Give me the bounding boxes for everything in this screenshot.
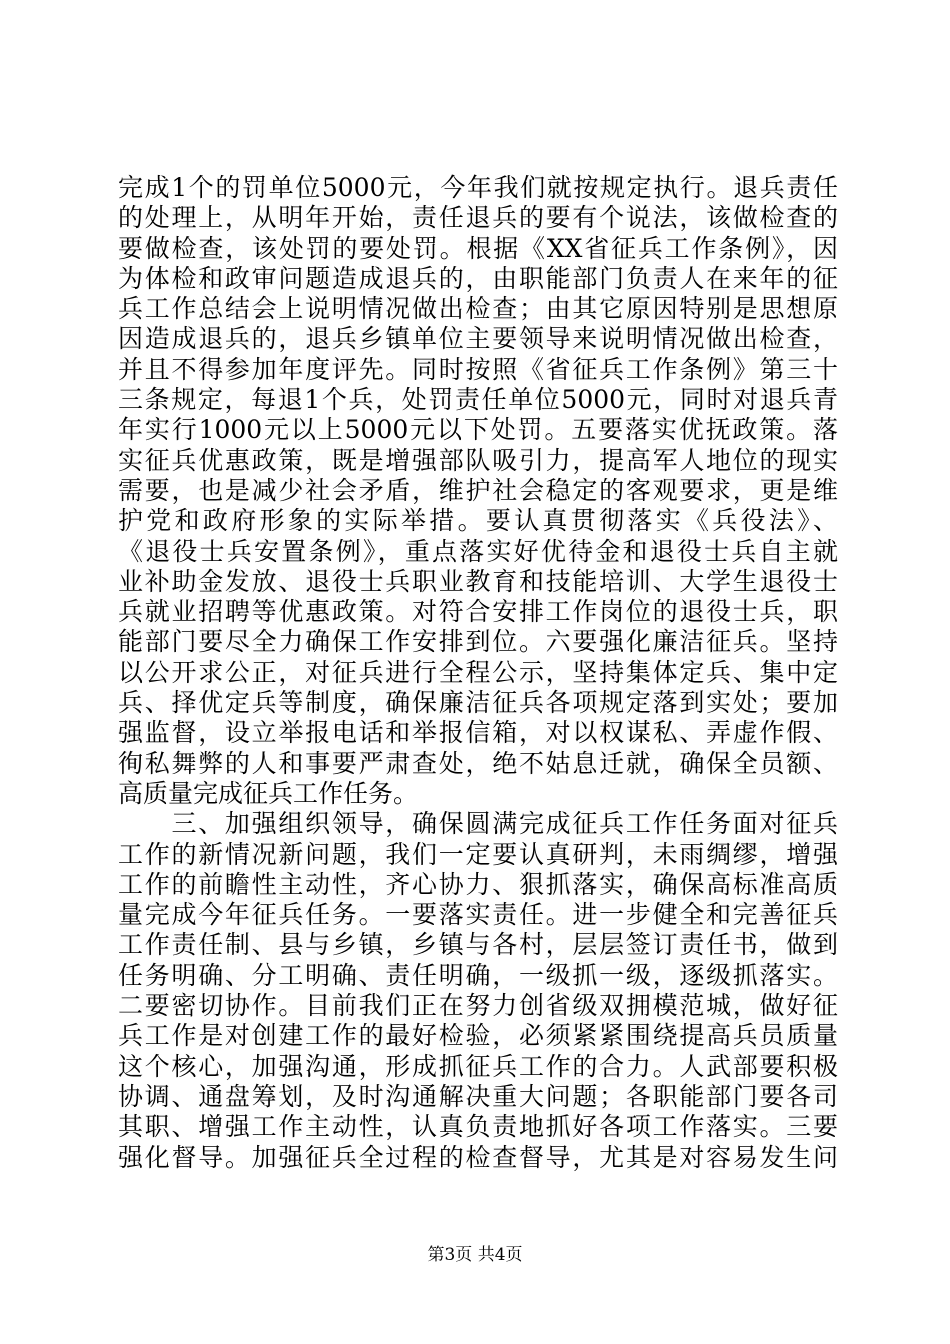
text-line: 这个核心，加强沟通，形成抓征兵工作的合力。人武部要积极 <box>118 1051 838 1081</box>
text-line: 任务明确、分工明确、责任明确，一级抓一级，逐级抓落实。 <box>118 960 838 990</box>
text-line: 业补助金发放、退役士兵职业教育和技能培训、大学生退役士 <box>118 566 838 596</box>
text-line: 需要，也是减少社会矛盾，维护社会稳定的客观要求，更是维 <box>118 475 838 505</box>
text-line: 完成1个的罚单位5000元，今年我们就按规定执行。退兵责任 <box>118 173 838 202</box>
page-footer: 第3页 共4页 <box>427 1245 523 1265</box>
text-line: 护党和政府形象的实际举措。要认真贯彻落实《兵役法》、 <box>118 506 838 536</box>
text-line: 强监督，设立举报电话和举报信箱，对以权谋私、弄虚作假、 <box>118 718 838 748</box>
text-line: 要做检查，该处罚的要处罚。根据《XX省征兵工作条例》，因 <box>118 233 838 263</box>
text-line: 并且不得参加年度评先。同时按照《省征兵工作条例》第三十 <box>118 354 838 384</box>
text-line: 的处理上，从明年开始，责任退兵的要有个说法，该做检查的 <box>118 203 838 233</box>
text-line: 兵工作总结会上说明情况做出检查；由其它原因特别是思想原 <box>118 294 838 324</box>
text-line: 工作的新情况新问题，我们一定要认真研判，未雨绸缪，增强 <box>118 839 838 869</box>
text-line: 年实行1000元以上5000元以下处罚。五要落实优抚政策。落 <box>118 415 838 445</box>
text-line: 实征兵优惠政策，既是增强部队吸引力，提高军人地位的现实 <box>118 445 838 475</box>
text-line: 协调、通盘筹划，及时沟通解决重大问题；各职能部门要各司 <box>118 1081 838 1111</box>
text-line: 《退役士兵安置条例》，重点落实好优待金和退役士兵自主就 <box>118 536 838 566</box>
text-line: 高质量完成征兵工作任务。 <box>118 778 419 808</box>
text-line: 三条规定，每退1个兵，处罚责任单位5000元，同时对退兵青 <box>118 385 838 415</box>
text-line: 二要密切协作。目前我们正在努力创省级双拥模范城，做好征 <box>118 991 838 1021</box>
text-line: 其职、增强工作主动性，认真负责地抓好各项工作落实。三要 <box>118 1112 838 1142</box>
text-line: 三、加强组织领导，确保圆满完成征兵工作任务面对征兵 <box>118 809 838 839</box>
text-line: 兵、择优定兵等制度，确保廉洁征兵各项规定落到实处；要加 <box>118 688 838 718</box>
text-line: 能部门要尽全力确保工作安排到位。六要强化廉洁征兵。坚持 <box>118 627 838 657</box>
body-text <box>118 173 838 1173</box>
text-line: 为体检和政审问题造成退兵的，由职能部门负责人在来年的征 <box>118 263 838 293</box>
text-line: 兵工作是对创建工作的最好检验，必须紧紧围绕提高兵员质量 <box>118 1021 838 1051</box>
text-line: 徇私舞弊的人和事要严肃查处，绝不姑息迁就，确保全员额、 <box>118 748 838 778</box>
text-line: 强化督导。加强征兵全过程的检查督导，尤其是对容易发生问 <box>118 1142 838 1172</box>
text-line: 兵就业招聘等优惠政策。对符合安排工作岗位的退役士兵，职 <box>118 597 838 627</box>
text-line: 工作责任制、县与乡镇，乡镇与各村，层层签订责任书，做到 <box>118 930 838 960</box>
text-line: 因造成退兵的，退兵乡镇单位主要领导来说明情况做出检查， <box>118 324 838 354</box>
text-line: 工作的前瞻性主动性，齐心协力、狠抓落实，确保高标准高质 <box>118 869 838 899</box>
text-line: 以公开求公正，对征兵进行全程公示，坚持集体定兵、集中定 <box>118 657 838 687</box>
text-line: 量完成今年征兵任务。一要落实责任。进一步健全和完善征兵 <box>118 900 838 930</box>
